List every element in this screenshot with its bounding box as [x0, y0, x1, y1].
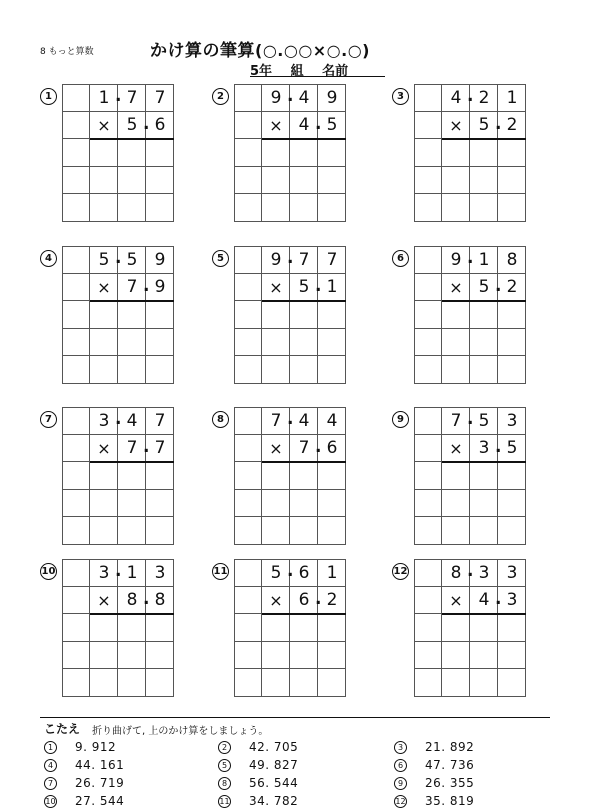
answer-value: 56. 544: [249, 776, 299, 790]
multiplicand-digit: 3: [98, 410, 110, 431]
multiplier-digit: 4: [298, 115, 310, 136]
answer-value: 44. 161: [75, 758, 125, 772]
answer-rule: [90, 613, 174, 615]
work-grid: [234, 559, 346, 697]
answer-rule: [262, 613, 346, 615]
multiplier-digit: 3: [506, 590, 518, 611]
decimal-point: .: [115, 561, 122, 581]
decimal-point: .: [287, 561, 294, 581]
multiplicand-digit: 3: [506, 410, 518, 431]
decimal-point: .: [287, 409, 294, 429]
title-text: かけ算の筆算: [150, 41, 255, 61]
multiplier-digit: 9: [154, 277, 166, 298]
answer-number: 7: [44, 777, 57, 790]
decimal-point: .: [495, 113, 502, 134]
times-sign: ×: [449, 115, 463, 135]
multiplicand-digit: 7: [154, 87, 166, 108]
answer-value: 27. 544: [75, 794, 125, 808]
answer-item: [394, 740, 474, 754]
answer-item: [218, 740, 298, 754]
answer-item: [44, 794, 124, 808]
answer-number: 11: [219, 796, 230, 806]
multiplicand-digit: 2: [478, 87, 490, 108]
decimal-point: .: [467, 248, 474, 268]
multiplier-digit: 5: [298, 277, 310, 298]
name-label: 名前: [322, 64, 349, 79]
answer-rule: [442, 613, 526, 615]
multiplier-digit: 2: [506, 277, 518, 298]
multiplicand-digit: 3: [506, 562, 518, 583]
answer-value: 9. 912: [75, 740, 117, 754]
multiplier-digit: 4: [478, 590, 490, 611]
answer-rule: [262, 461, 346, 463]
multiplier-digit: 6: [154, 115, 166, 136]
answer-rule: [90, 461, 174, 463]
times-sign: ×: [269, 438, 283, 458]
answer-item: [394, 758, 474, 772]
multiplier-digit: 1: [326, 277, 338, 298]
answer-item: [44, 740, 116, 754]
multiplicand-digit: 9: [450, 249, 462, 270]
multiplicand-digit: 1: [506, 87, 518, 108]
multiplicand-digit: 9: [270, 249, 282, 270]
multiplicand-digit: 1: [478, 249, 490, 270]
work-grid: [62, 559, 174, 697]
answer-item: [394, 794, 474, 808]
answer-rule: [442, 138, 526, 140]
multiplicand-digit: 3: [478, 562, 490, 583]
multiplier-digit: 7: [154, 438, 166, 459]
answer-value: 26. 719: [75, 776, 125, 790]
decimal-point: .: [315, 588, 322, 609]
times-sign: ×: [97, 115, 111, 135]
grade-label: 5年: [250, 64, 273, 79]
work-grid: [414, 84, 526, 222]
answers-heading: こたえ: [44, 722, 81, 736]
problem-number: 3: [392, 88, 409, 105]
multiplicand-digit: 5: [126, 249, 138, 270]
multiplicand-digit: 5: [270, 562, 282, 583]
work-grid: [414, 559, 526, 697]
multiplier-digit: 5: [478, 277, 490, 298]
multiplier-digit: 2: [506, 115, 518, 136]
answers-divider: [40, 717, 550, 718]
multiplicand-digit: 9: [154, 249, 166, 270]
multiplier-digit: 3: [478, 438, 490, 459]
multiplier-digit: 7: [126, 277, 138, 298]
decimal-point: .: [115, 86, 122, 106]
answers-note: 折り曲げて, 上のかけ算をしましょう。: [92, 726, 269, 737]
multiplicand-digit: 7: [450, 410, 462, 431]
answer-value: 47. 736: [425, 758, 475, 772]
multiplicand-digit: 7: [154, 410, 166, 431]
answer-item: [44, 776, 124, 790]
multiplier-digit: 8: [154, 590, 166, 611]
answer-item: [218, 776, 298, 790]
times-sign: ×: [97, 277, 111, 297]
problem-number: 4: [40, 250, 57, 267]
work-grid: [62, 407, 174, 545]
decimal-point: .: [315, 113, 322, 134]
work-grid: [234, 407, 346, 545]
multiplicand-digit: 5: [478, 410, 490, 431]
multiplier-digit: 6: [326, 438, 338, 459]
multiplicand-digit: 7: [270, 410, 282, 431]
problem-number: 8: [212, 411, 229, 428]
multiplier-digit: 7: [126, 438, 138, 459]
multiplicand-digit: 1: [98, 87, 110, 108]
work-grid: [234, 84, 346, 222]
header-tag: 8 もっと算数: [40, 47, 94, 57]
times-sign: ×: [97, 590, 111, 610]
answer-value: 21. 892: [425, 740, 475, 754]
multiplicand-digit: 7: [126, 87, 138, 108]
times-sign: ×: [97, 438, 111, 458]
times-sign: ×: [269, 590, 283, 610]
decimal-point: .: [495, 436, 502, 457]
class-label: 組: [290, 64, 304, 79]
multiplier-digit: 6: [298, 590, 310, 611]
answer-rule: [442, 461, 526, 463]
multiplier-digit: 2: [326, 590, 338, 611]
work-grid: [234, 246, 346, 384]
multiplier-digit: 7: [298, 438, 310, 459]
multiplicand-digit: 1: [126, 562, 138, 583]
answer-value: 26. 355: [425, 776, 475, 790]
answer-rule: [90, 300, 174, 302]
multiplicand-digit: 7: [298, 249, 310, 270]
answer-item: [44, 758, 124, 772]
problem-number: 6: [392, 250, 409, 267]
answer-number: 5: [218, 759, 231, 772]
decimal-point: .: [467, 561, 474, 581]
multiplicand-digit: 6: [298, 562, 310, 583]
answer-number: 12: [395, 796, 406, 806]
answer-value: 34. 782: [249, 794, 299, 808]
answer-item: [218, 758, 298, 772]
multiplicand-digit: 3: [154, 562, 166, 583]
decimal-point: .: [143, 275, 150, 296]
answer-number: 4: [44, 759, 57, 772]
title-format: (○.○○×○.○): [255, 41, 370, 60]
answer-number: 10: [45, 796, 56, 806]
decimal-point: .: [287, 248, 294, 268]
multiplier-digit: 5: [478, 115, 490, 136]
decimal-point: .: [315, 436, 322, 457]
multiplicand-digit: 1: [326, 562, 338, 583]
problem-number: 7: [40, 411, 57, 428]
multiplicand-digit: 9: [326, 87, 338, 108]
work-grid: [414, 407, 526, 545]
answer-number: 6: [394, 759, 407, 772]
answer-item: [394, 776, 474, 790]
answer-value: 35. 819: [425, 794, 475, 808]
decimal-point: .: [467, 86, 474, 106]
problem-number: 10: [40, 563, 57, 580]
multiplicand-digit: 4: [126, 410, 138, 431]
answer-rule: [442, 300, 526, 302]
answer-number: 8: [218, 777, 231, 790]
multiplicand-digit: 8: [450, 562, 462, 583]
multiplier-digit: 5: [326, 115, 338, 136]
times-sign: ×: [269, 277, 283, 297]
multiplier-digit: 8: [126, 590, 138, 611]
decimal-point: .: [143, 113, 150, 134]
times-sign: ×: [449, 438, 463, 458]
decimal-point: .: [115, 409, 122, 429]
problem-number: 12: [392, 563, 409, 580]
answer-item: [218, 794, 298, 808]
times-sign: ×: [449, 277, 463, 297]
work-grid: [62, 84, 174, 222]
answer-value: 42. 705: [249, 740, 299, 754]
problem-number: 11: [212, 563, 229, 580]
decimal-point: .: [143, 436, 150, 457]
name-line: [250, 60, 385, 77]
page-title: [150, 36, 370, 61]
answer-number: 3: [394, 741, 407, 754]
problem-number: 9: [392, 411, 409, 428]
decimal-point: .: [467, 409, 474, 429]
multiplicand-digit: 8: [506, 249, 518, 270]
multiplier-digit: 5: [506, 438, 518, 459]
answer-number: 1: [44, 741, 57, 754]
decimal-point: .: [287, 86, 294, 106]
answer-number: 2: [218, 741, 231, 754]
multiplicand-digit: 4: [298, 410, 310, 431]
answer-number: 9: [394, 777, 407, 790]
multiplicand-digit: 4: [450, 87, 462, 108]
multiplicand-digit: 9: [270, 87, 282, 108]
decimal-point: .: [315, 275, 322, 296]
decimal-point: .: [495, 588, 502, 609]
multiplicand-digit: 4: [298, 87, 310, 108]
times-sign: ×: [269, 115, 283, 135]
answer-rule: [262, 138, 346, 140]
times-sign: ×: [449, 590, 463, 610]
multiplicand-digit: 7: [326, 249, 338, 270]
multiplicand-digit: 4: [326, 410, 338, 431]
work-grid: [62, 246, 174, 384]
decimal-point: .: [115, 248, 122, 268]
decimal-point: .: [143, 588, 150, 609]
decimal-point: .: [495, 275, 502, 296]
multiplicand-digit: 3: [98, 562, 110, 583]
problem-number: 2: [212, 88, 229, 105]
answer-rule: [90, 138, 174, 140]
problem-number: 5: [212, 250, 229, 267]
problem-number: 1: [40, 88, 57, 105]
multiplier-digit: 5: [126, 115, 138, 136]
answer-value: 49. 827: [249, 758, 299, 772]
work-grid: [414, 246, 526, 384]
multiplicand-digit: 5: [98, 249, 110, 270]
answer-rule: [262, 300, 346, 302]
